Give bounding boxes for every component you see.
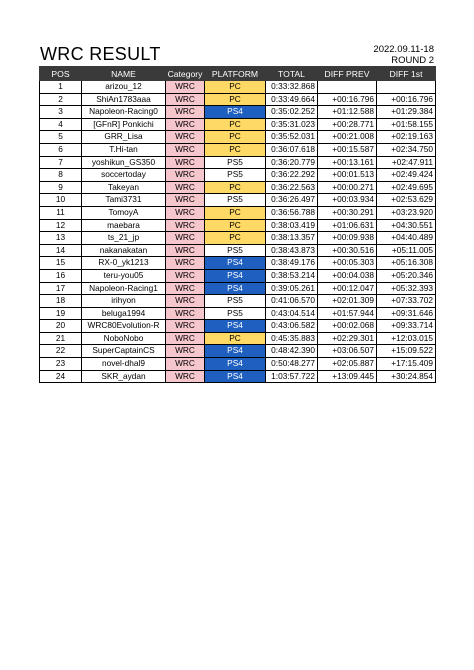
table-row [40, 143, 436, 156]
platform-cell: PC [205, 143, 266, 156]
pos-cell: 6 [40, 143, 82, 156]
diff-prev-cell: +01:06.631 [318, 219, 377, 232]
total-cell: 0:45:35.883 [266, 332, 318, 345]
table-row [40, 181, 436, 194]
category-cell: WRC [166, 106, 205, 119]
table-row [40, 81, 436, 94]
total-cell: 0:33:32.868 [266, 81, 318, 94]
total-cell: 0:35:52.031 [266, 131, 318, 144]
col-platform: PLATFORM [205, 67, 266, 81]
platform-cell: PC [205, 81, 266, 94]
diff-1st-cell: +01:58.155 [377, 118, 436, 131]
diff-prev-cell: +00:03.934 [318, 194, 377, 207]
table-row [40, 206, 436, 219]
diff-prev-cell: +00:15.587 [318, 143, 377, 156]
name-cell: Napoleon-Racing1 [82, 282, 166, 295]
total-cell: 0:36:22.563 [266, 181, 318, 194]
category-cell: WRC [166, 307, 205, 320]
diff-1st-cell: +02:49.424 [377, 169, 436, 182]
name-cell: beluga1994 [82, 307, 166, 320]
pos-cell: 7 [40, 156, 82, 169]
total-cell: 0:38:53.214 [266, 269, 318, 282]
name-cell: SuperCaptainCS [82, 345, 166, 358]
table-row [40, 219, 436, 232]
category-cell: WRC [166, 257, 205, 270]
category-cell: WRC [166, 169, 205, 182]
diff-1st-cell: +05:32.393 [377, 282, 436, 295]
pos-cell: 15 [40, 257, 82, 270]
total-cell: 0:35:02.252 [266, 106, 318, 119]
pos-cell: 20 [40, 320, 82, 333]
table-row [40, 295, 436, 308]
platform-cell: PS5 [205, 307, 266, 320]
platform-cell: PS4 [205, 282, 266, 295]
category-cell: WRC [166, 345, 205, 358]
diff-1st-cell: +05:11.005 [377, 244, 436, 257]
diff-prev-cell [318, 81, 377, 94]
diff-1st-cell: +02:53.629 [377, 194, 436, 207]
table-row [40, 156, 436, 169]
table-row [40, 332, 436, 345]
diff-prev-cell: +00:05.303 [318, 257, 377, 270]
diff-prev-cell: +01:12.588 [318, 106, 377, 119]
diff-1st-cell: +03:23.920 [377, 206, 436, 219]
name-cell: ts_21_jp [82, 232, 166, 245]
diff-prev-cell: +00:30.291 [318, 206, 377, 219]
diff-prev-cell: +02:01.309 [318, 295, 377, 308]
diff-1st-cell: +02:19.163 [377, 131, 436, 144]
diff-1st-cell: +30:24.854 [377, 370, 436, 383]
diff-1st-cell [377, 81, 436, 94]
platform-cell: PS4 [205, 320, 266, 333]
diff-prev-cell: +00:12.047 [318, 282, 377, 295]
diff-prev-cell: +00:09.938 [318, 232, 377, 245]
pos-cell: 1 [40, 81, 82, 94]
name-cell: SKR_aydan [82, 370, 166, 383]
name-cell: Napoleon-Racing0 [82, 106, 166, 119]
diff-1st-cell: +12:03.015 [377, 332, 436, 345]
diff-1st-cell: +05:16.308 [377, 257, 436, 270]
name-cell: nakanakatan [82, 244, 166, 257]
platform-cell: PC [205, 118, 266, 131]
pos-cell: 5 [40, 131, 82, 144]
total-cell: 0:33:49.664 [266, 93, 318, 106]
total-cell: 0:38:43.873 [266, 244, 318, 257]
category-cell: WRC [166, 93, 205, 106]
round-label: ROUND 2 [391, 55, 434, 66]
table-row [40, 194, 436, 207]
diff-1st-cell: +17:15.409 [377, 358, 436, 371]
diff-prev-cell: +00:00.271 [318, 181, 377, 194]
col-total: TOTAL [266, 67, 318, 81]
table-row [40, 93, 436, 106]
pos-cell: 9 [40, 181, 82, 194]
platform-cell: PC [205, 332, 266, 345]
table-row [40, 269, 436, 282]
diff-prev-cell: +00:28.771 [318, 118, 377, 131]
pos-cell: 17 [40, 282, 82, 295]
diff-1st-cell: +09:33.714 [377, 320, 436, 333]
name-cell: NoboNobo [82, 332, 166, 345]
event-date: 2022.09.11-18 [373, 44, 434, 55]
table-row [40, 345, 436, 358]
col-diff-1st: DIFF 1st [377, 67, 436, 81]
name-cell: ShiAn1783aaa [82, 93, 166, 106]
diff-prev-cell: +00:16.796 [318, 93, 377, 106]
category-cell: WRC [166, 295, 205, 308]
diff-prev-cell: +00:30.516 [318, 244, 377, 257]
category-cell: WRC [166, 244, 205, 257]
table-row [40, 106, 436, 119]
pos-cell: 13 [40, 232, 82, 245]
table-row [40, 232, 436, 245]
total-cell: 0:38:49.176 [266, 257, 318, 270]
name-cell: GRR_Lisa [82, 131, 166, 144]
name-cell: Tami3731 [82, 194, 166, 207]
table-row [40, 307, 436, 320]
diff-1st-cell: +00:16.796 [377, 93, 436, 106]
diff-prev-cell: +13:09.445 [318, 370, 377, 383]
category-cell: WRC [166, 219, 205, 232]
name-cell: yoshikun_GS350 [82, 156, 166, 169]
total-cell: 0:36:56.788 [266, 206, 318, 219]
pos-cell: 14 [40, 244, 82, 257]
diff-prev-cell: +02:29.301 [318, 332, 377, 345]
diff-1st-cell: +01:29.384 [377, 106, 436, 119]
total-cell: 0:43:04.514 [266, 307, 318, 320]
pos-cell: 22 [40, 345, 82, 358]
results-table [39, 66, 436, 383]
total-cell: 0:41:06.570 [266, 295, 318, 308]
category-cell: WRC [166, 358, 205, 371]
platform-cell: PS4 [205, 269, 266, 282]
category-cell: WRC [166, 269, 205, 282]
platform-cell: PS4 [205, 257, 266, 270]
total-cell: 0:39:05.261 [266, 282, 318, 295]
total-cell: 0:36:20.779 [266, 156, 318, 169]
platform-cell: PS4 [205, 345, 266, 358]
category-cell: WRC [166, 81, 205, 94]
col-category: Category [166, 67, 205, 81]
table-row [40, 358, 436, 371]
diff-prev-cell: +02:05.887 [318, 358, 377, 371]
col-pos: POS [40, 67, 82, 81]
diff-prev-cell: +00:01.513 [318, 169, 377, 182]
diff-1st-cell: +05:20.346 [377, 269, 436, 282]
diff-1st-cell: +07:33.702 [377, 295, 436, 308]
platform-cell: PC [205, 93, 266, 106]
name-cell: teru-you05 [82, 269, 166, 282]
category-cell: WRC [166, 156, 205, 169]
pos-cell: 24 [40, 370, 82, 383]
diff-prev-cell: +00:04.038 [318, 269, 377, 282]
total-cell: 0:38:03.419 [266, 219, 318, 232]
pos-cell: 11 [40, 206, 82, 219]
table-row [40, 118, 436, 131]
category-cell: WRC [166, 194, 205, 207]
table-row [40, 244, 436, 257]
table-row [40, 320, 436, 333]
total-cell: 0:36:22.292 [266, 169, 318, 182]
col-name: NAME [82, 67, 166, 81]
name-cell: arizou_12 [82, 81, 166, 94]
platform-cell: PC [205, 232, 266, 245]
platform-cell: PS5 [205, 156, 266, 169]
category-cell: WRC [166, 181, 205, 194]
category-cell: WRC [166, 118, 205, 131]
category-cell: WRC [166, 143, 205, 156]
pos-cell: 4 [40, 118, 82, 131]
category-cell: WRC [166, 282, 205, 295]
platform-cell: PC [205, 181, 266, 194]
event-meta [373, 44, 434, 66]
diff-prev-cell: +00:21.008 [318, 131, 377, 144]
diff-1st-cell: +02:47.911 [377, 156, 436, 169]
name-cell: WRC80Evolution-R [82, 320, 166, 333]
pos-cell: 12 [40, 219, 82, 232]
diff-prev-cell: +00:02.068 [318, 320, 377, 333]
platform-cell: PS5 [205, 295, 266, 308]
platform-cell: PS5 [205, 194, 266, 207]
pos-cell: 23 [40, 358, 82, 371]
diff-1st-cell: +15:09.522 [377, 345, 436, 358]
pos-cell: 19 [40, 307, 82, 320]
total-cell: 0:48:42.390 [266, 345, 318, 358]
diff-1st-cell: +02:34.750 [377, 143, 436, 156]
platform-cell: PS5 [205, 244, 266, 257]
platform-cell: PS4 [205, 370, 266, 383]
table-row [40, 169, 436, 182]
name-cell: Takeyan [82, 181, 166, 194]
name-cell: TomoyA [82, 206, 166, 219]
table-row [40, 257, 436, 270]
header-row [40, 67, 436, 81]
pos-cell: 10 [40, 194, 82, 207]
category-cell: WRC [166, 370, 205, 383]
pos-cell: 18 [40, 295, 82, 308]
page-title: WRC RESULT [40, 44, 161, 64]
diff-prev-cell: +01:57.944 [318, 307, 377, 320]
table-row [40, 131, 436, 144]
total-cell: 0:35:31.023 [266, 118, 318, 131]
table-row [40, 282, 436, 295]
platform-cell: PS5 [205, 169, 266, 182]
total-cell: 0:36:26.497 [266, 194, 318, 207]
name-cell: [GFnR] Ponkichi [82, 118, 166, 131]
category-cell: WRC [166, 232, 205, 245]
name-cell: maebara [82, 219, 166, 232]
category-cell: WRC [166, 206, 205, 219]
diff-prev-cell: +03:06.507 [318, 345, 377, 358]
category-cell: WRC [166, 320, 205, 333]
name-cell: T.Hi-tan [82, 143, 166, 156]
name-cell: irihyon [82, 295, 166, 308]
name-cell: novel-dhal9 [82, 358, 166, 371]
name-cell: RX-0_yk1213 [82, 257, 166, 270]
platform-cell: PS4 [205, 358, 266, 371]
diff-prev-cell: +00:13.161 [318, 156, 377, 169]
pos-cell: 8 [40, 169, 82, 182]
total-cell: 0:38:13.357 [266, 232, 318, 245]
platform-cell: PC [205, 206, 266, 219]
category-cell: WRC [166, 332, 205, 345]
pos-cell: 21 [40, 332, 82, 345]
diff-1st-cell: +09:31.646 [377, 307, 436, 320]
total-cell: 1:03:57.722 [266, 370, 318, 383]
diff-1st-cell: +04:40.489 [377, 232, 436, 245]
total-cell: 0:50:48.277 [266, 358, 318, 371]
category-cell: WRC [166, 131, 205, 144]
table-row [40, 370, 436, 383]
col-diff-prev: DIFF PREV [318, 67, 377, 81]
name-cell: soccertoday [82, 169, 166, 182]
diff-1st-cell: +04:30.551 [377, 219, 436, 232]
platform-cell: PS4 [205, 106, 266, 119]
pos-cell: 2 [40, 93, 82, 106]
pos-cell: 16 [40, 269, 82, 282]
total-cell: 0:43:06.582 [266, 320, 318, 333]
diff-1st-cell: +02:49.695 [377, 181, 436, 194]
platform-cell: PC [205, 131, 266, 144]
pos-cell: 3 [40, 106, 82, 119]
platform-cell: PC [205, 219, 266, 232]
total-cell: 0:36:07.618 [266, 143, 318, 156]
